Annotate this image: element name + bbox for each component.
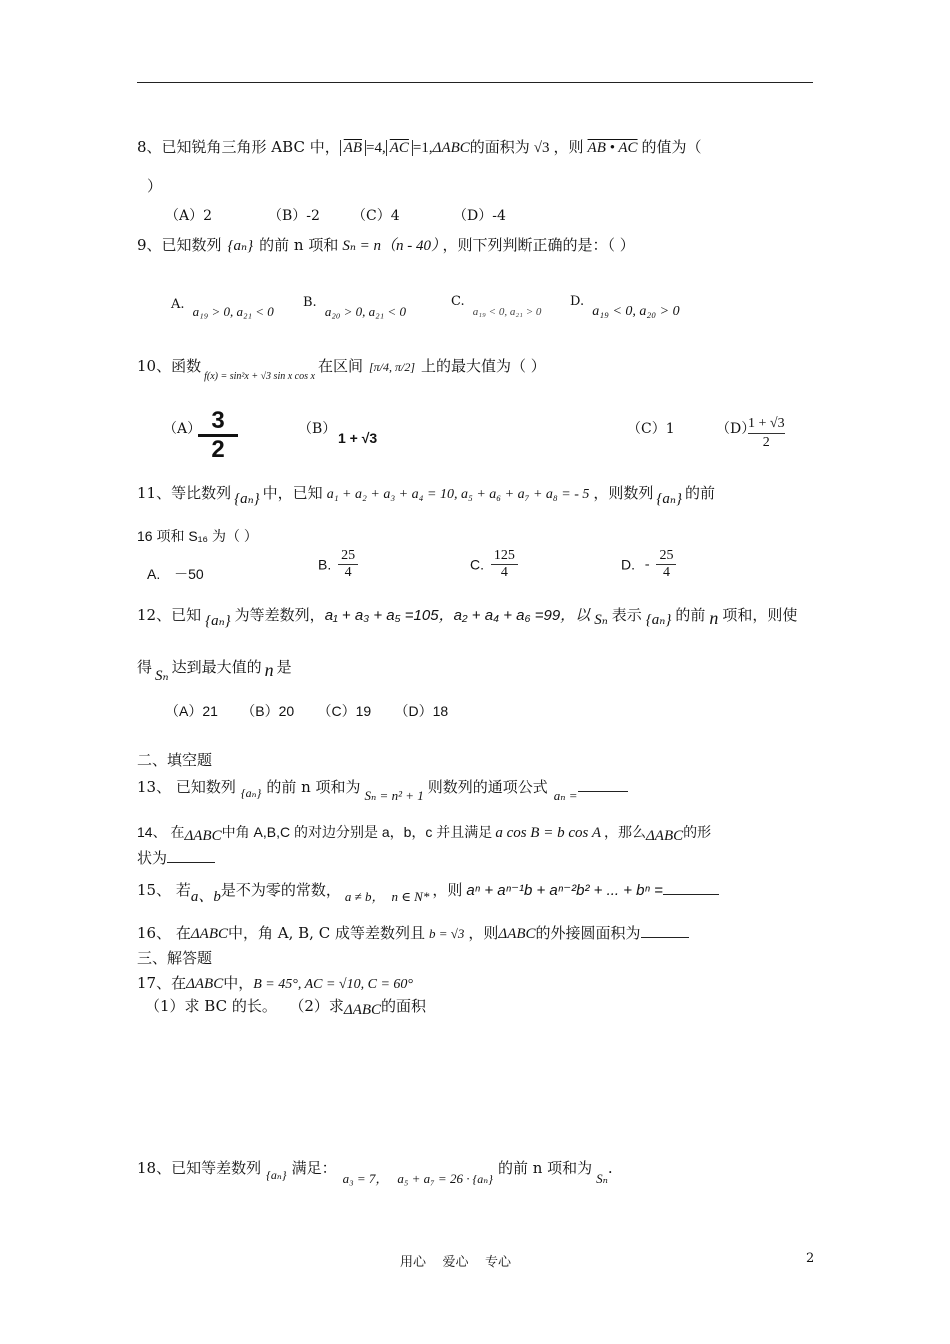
q18-sn: Sₙ [596, 1171, 608, 1186]
q8-tail: 的值为（ [641, 138, 702, 156]
q11-condition: a₁ + a₂ + a₃ + a₄ = 10, a₅ + a₆ + a₇ + a₈ = - 5 [326, 487, 590, 502]
q18-end: . [607, 1159, 613, 1177]
q14-line1a: 14、 在 [137, 824, 185, 840]
q10-option-d-value [748, 415, 785, 452]
q11-tail2: 的前 [684, 484, 715, 502]
q11-option-d-sign: - [644, 556, 650, 572]
q9-formula: Sₙ = n（n - 40） [342, 238, 439, 254]
q9-option-c-label: C. [451, 294, 465, 309]
q18-tail: 的前 n 项和为 [497, 1159, 593, 1177]
q11-sequence: {aₙ} [234, 491, 260, 507]
q12-line2c: 是 [276, 658, 292, 676]
q8-area-value: √3 [533, 140, 550, 156]
q10-mid: 在区间 [317, 357, 363, 375]
q18-condition-1: a₃ = 7， [342, 1171, 389, 1186]
question-10-line [137, 356, 546, 382]
q10-stem: 10、函数 [137, 357, 202, 375]
q13-formula: Sₙ = n² + 1 [364, 788, 424, 803]
q9-option-b-expr: a₂₀ > 0, a₂₁ < 0 [324, 304, 406, 319]
q9-option-c-expr: a₁₉ < 0, a₂₁ > 0 [472, 306, 542, 318]
q10-option-d-label: （D） [716, 421, 756, 437]
q16-tail: 的外接圆面积为 [535, 924, 641, 942]
q11-option-d-label: D. [621, 556, 635, 573]
q14-condition: a cos B = b cos A [495, 825, 601, 841]
q10-function: f(x) = sin²x + √3 sin x cos x [204, 371, 315, 382]
q11-option-d-frac [656, 548, 676, 581]
q16-triangle: ΔABC [190, 926, 228, 942]
q13-stem: 13、 已知数列 [137, 778, 236, 796]
q15-mid: 是不为零的常数， [220, 881, 341, 899]
q8-cond2: =1, [412, 140, 433, 156]
question-16-line [137, 923, 689, 944]
q12-line2-sn: Sₙ [155, 668, 169, 684]
q12-sequence-2: {aₙ} [645, 612, 672, 628]
q12-line2a: 得 [137, 658, 153, 676]
q12-mid2: 表示 [611, 606, 642, 624]
q8-stem: 8、已知锐角三角形 ABC 中， [137, 138, 340, 156]
q9-option-a-label: A. [171, 297, 185, 312]
q17-part-2a: （2）求 [296, 997, 344, 1015]
q11-option-b-label: B. [318, 556, 332, 573]
q12-condition-1: a₁ + a₃ + a₅ =105， [324, 607, 454, 624]
question-14-line [137, 822, 711, 843]
question-11-line [137, 483, 715, 505]
q11-mid: 中，已知 [262, 484, 323, 502]
q8-triangle: ΔABC [432, 140, 470, 156]
q11-option-b-num: 25 [341, 548, 356, 563]
q16-answer-blank[interactable] [641, 937, 689, 938]
question-14-line-2 [137, 848, 215, 868]
q16-triangle-2: ΔABC [498, 926, 536, 942]
q13-an: aₙ = [553, 788, 578, 803]
question-12-line [137, 604, 798, 629]
q11-option-c [470, 548, 521, 581]
q11-option-d [621, 548, 679, 581]
q11-tail: ，则数列 [593, 484, 654, 502]
q14-triangle-2: ΔABC [645, 828, 684, 844]
q10-option-b-value: 1 + √3 [338, 430, 378, 446]
q11-option-d-den: 4 [656, 564, 676, 581]
q10-option-a-label: （A） [163, 421, 202, 437]
q16-mid: 中，角 A, B, C 成等差数列且 [228, 924, 425, 942]
q11-option-c-frac [491, 548, 518, 581]
q11-option-a [147, 564, 204, 584]
q15-answer-blank[interactable] [663, 894, 719, 895]
q12-mid: 为等差数列， [234, 606, 325, 624]
question-8-line [137, 137, 702, 158]
q12-tail: 项和，则使 [722, 606, 798, 624]
header-rule [137, 82, 813, 83]
question-13-line [137, 777, 628, 803]
q17-triangle: ΔABC [186, 976, 224, 992]
q10-option-a-value [198, 408, 238, 463]
q9-option-b [303, 294, 406, 319]
question-9-line [137, 235, 635, 256]
q10-option-d-numerator: 1 + √3 [748, 416, 785, 431]
q10-option-d-denominator: 2 [748, 433, 785, 452]
q18-sequence: {aₙ} [266, 1168, 287, 1182]
q11-option-b [318, 548, 361, 581]
q14-line1b: 中角 A,B,C 的对边分别是 a，b，c 并且满足 [221, 824, 493, 840]
q8-close-paren: ） [147, 177, 163, 195]
question-17-line [137, 973, 413, 995]
q11-sequence-2: {aₙ} [656, 491, 682, 507]
q14-line2: 状为 [137, 849, 168, 867]
q9-option-d-expr: a₁₉ < 0, a₂₀ > 0 [592, 304, 680, 319]
q9-mid: 的前 n 项和 [259, 236, 339, 254]
q17-part-1: （1）求 BC 的长。 [145, 997, 277, 1015]
q17-condition: B = 45°, AC = √10, C = 60° [253, 977, 413, 992]
q9-option-b-label: B. [303, 295, 317, 310]
q12-line2-n: n [264, 660, 274, 680]
q12-sn: Sₙ [594, 612, 608, 628]
q11-option-a-text: －50 [174, 566, 204, 582]
q15-condition-2: n ∈ N* [391, 889, 430, 904]
q8-option-d: （D）-4 [453, 208, 506, 224]
q8-dot-product: AB • AC [587, 140, 638, 156]
q10-interval: [π/4, π/2] [368, 360, 415, 374]
section-fill-in-title: 二、填空题 [137, 751, 213, 769]
q9-option-d [570, 294, 680, 319]
q16-condition: b = √3 [428, 926, 465, 941]
q9-stem: 9、已知数列 [137, 236, 222, 254]
question-18-line [137, 1158, 613, 1186]
q18-sequence-2: {aₙ} [472, 1172, 493, 1186]
q15-stem: 15、 若 [137, 881, 191, 899]
q11-option-d-num: 25 [659, 548, 674, 563]
q8-then: ，则 [553, 138, 584, 156]
q10-option-c: （C）1 [627, 421, 675, 437]
q8-cond: =4, [366, 140, 386, 156]
question-17-parts [145, 996, 426, 1017]
page-number: 2 [806, 1251, 815, 1266]
q10-option-a-numerator: 3 [211, 407, 225, 434]
q8-vec-ac: $\overline{AC}$ [386, 140, 413, 156]
q11-option-b-frac [338, 548, 358, 581]
q8-vec-ab: $\overline{AB}$ [340, 140, 366, 156]
q12-sequence: {aₙ} [205, 613, 231, 629]
q12-mid3: 的前 [675, 606, 706, 624]
question-12-line-2 [137, 656, 292, 684]
q12-options: （A）21 （B）20 （C）19 （D）18 [165, 703, 449, 719]
q12-line2b: 达到最大值的 [171, 658, 262, 676]
q11-option-a-label: A. [147, 566, 161, 582]
q8-option-c: （C）4 [352, 208, 400, 224]
q11-option-c-label: C. [470, 556, 484, 573]
q10-option-a-denominator: 2 [198, 434, 238, 463]
q11-option-c-den: 4 [491, 564, 518, 581]
q14-line1c: ，那么 [603, 824, 646, 840]
q15-mid2: ，则 [432, 881, 463, 899]
q12-condition-2: a₂ + a₄ + a₆ =99，以 [453, 607, 591, 624]
q12-stem: 12、已知 [137, 606, 202, 624]
q15-ab: a、b [190, 889, 221, 905]
q15-condition-1: a ≠ b， [344, 889, 385, 904]
q10-option-b-label: （B） [298, 421, 337, 437]
q9-option-d-label: D. [570, 294, 585, 309]
q14-line1d: 的形 [683, 824, 712, 840]
footer-slogan: 用心 爱心 专心 [400, 1255, 512, 1270]
q11-stem: 11、等比数列 [137, 484, 232, 502]
section-answer-title: 三、解答题 [137, 949, 213, 967]
q18-condition-2: a₅ + a₇ = 26 · [397, 1171, 470, 1186]
q13-mid: 的前 n 项和为 [266, 778, 361, 796]
question-15-line [137, 880, 719, 905]
q9-sequence: {aₙ} [227, 238, 254, 254]
q11-line-2: 16 项和 S₁₆ 为（ ） [137, 528, 258, 544]
q13-answer-blank[interactable] [578, 791, 628, 792]
q9-option-a [171, 296, 274, 319]
q18-stem: 18、已知等差数列 [137, 1159, 262, 1177]
q10-tail: 上的最大值为（ ） [421, 357, 546, 375]
q16-mid2: ，则 [468, 924, 499, 942]
q17-triangle-2: ΔABC [343, 1002, 382, 1018]
q17-mid: 中， [223, 974, 254, 992]
q14-answer-blank[interactable] [167, 862, 215, 863]
q17-part-2b: 的面积 [381, 997, 427, 1015]
q9-tail: ，则下列判断正确的是：（ ） [442, 236, 635, 254]
q8-option-a: （A）2 [165, 208, 213, 224]
q11-option-c-num: 125 [493, 548, 515, 563]
q13-tail: 则数列的通项公式 [427, 778, 548, 796]
q14-triangle: ΔABC [184, 828, 222, 844]
q18-mid: 满足： [291, 1159, 337, 1177]
q11-option-b-den: 4 [338, 564, 358, 581]
q13-sequence: {aₙ} [240, 786, 262, 800]
q12-n: n [709, 608, 719, 628]
q8-area-text: 的面积为 [469, 138, 530, 156]
q15-expression: aⁿ + aⁿ⁻¹b + aⁿ⁻²b² + ... + bⁿ = [466, 882, 663, 899]
q8-option-b: （B）-2 [268, 208, 320, 224]
q9-option-a-expr: a₁₉ > 0, a₂₁ < 0 [192, 304, 274, 319]
q17-stem: 17、在 [137, 974, 187, 992]
q9-option-c [451, 294, 542, 318]
q16-stem: 16、 在 [137, 924, 191, 942]
